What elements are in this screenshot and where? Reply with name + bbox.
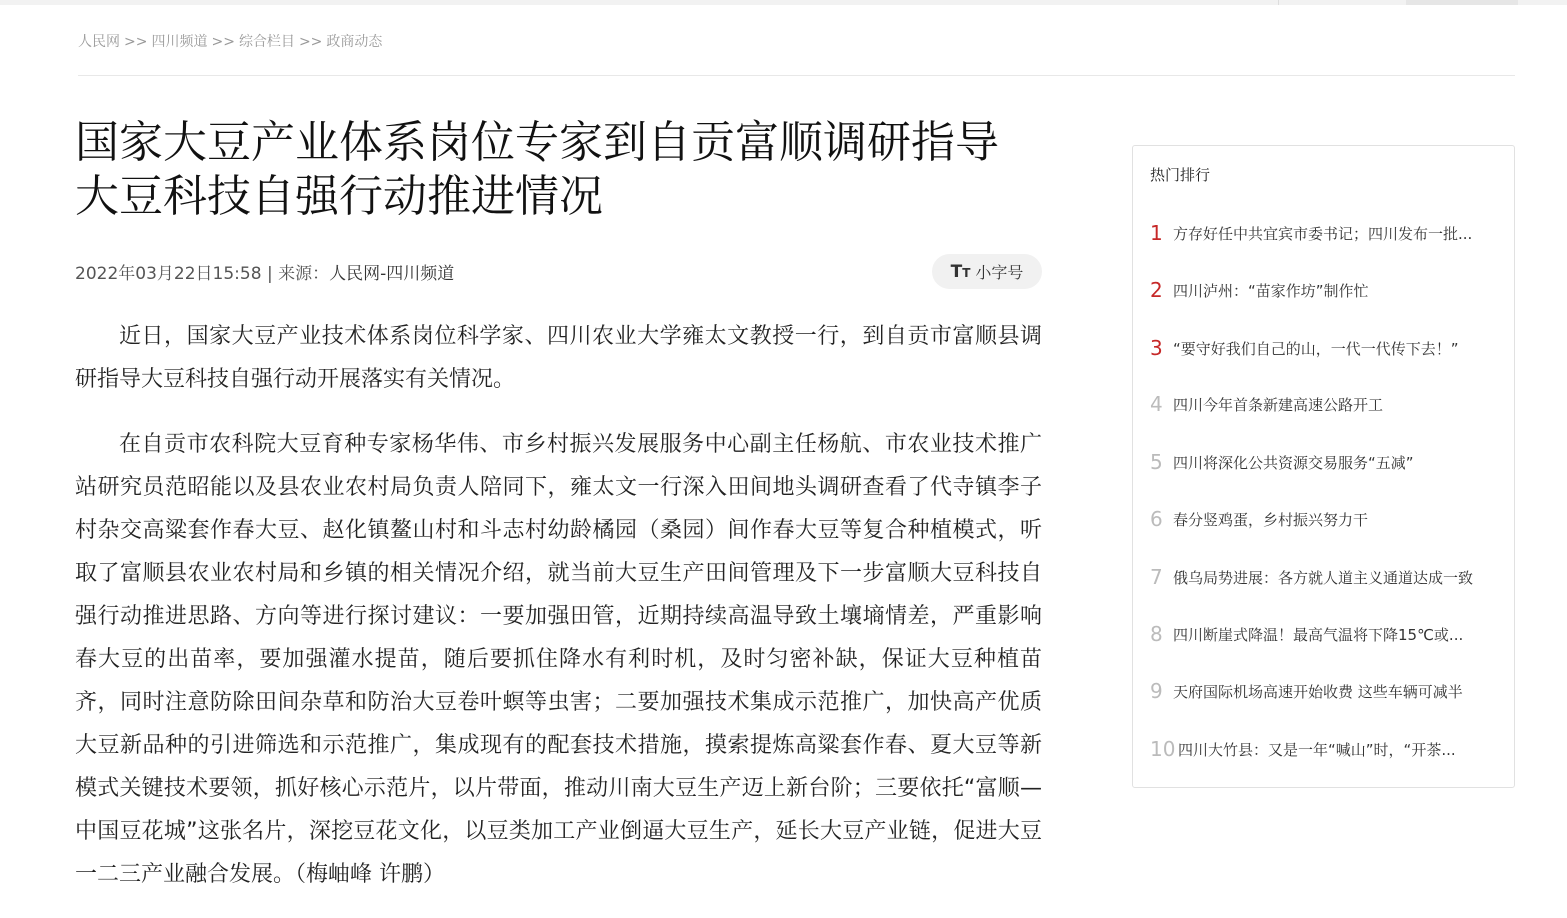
breadcrumb-item-home[interactable]: 人民网 bbox=[78, 34, 120, 50]
article-meta bbox=[75, 259, 454, 284]
hot-ranking-item[interactable] bbox=[1150, 218, 1500, 248]
hot-ranking-item[interactable] bbox=[1150, 676, 1500, 706]
rank-headline[interactable]: 春分竖鸡蛋，乡村振兴努力干 bbox=[1173, 510, 1369, 529]
article-paragraph: 近日，国家大豆产业技术体系岗位科学家、四川农业大学雍太文教授一行，到自贡市富顺县调研指导大豆科技自强行动开展落实有关情况。 bbox=[75, 324, 1042, 392]
hot-ranking-item[interactable] bbox=[1150, 504, 1500, 534]
text-size-icon: TT bbox=[950, 261, 971, 282]
article-body bbox=[75, 315, 1042, 918]
hot-ranking-item[interactable] bbox=[1150, 333, 1500, 363]
rank-number: 7 bbox=[1150, 565, 1163, 589]
rank-headline[interactable]: 四川大竹县：又是一年“喊山”时，“开茶... bbox=[1178, 740, 1456, 759]
header-divider bbox=[78, 75, 1515, 76]
hot-ranking-panel bbox=[1132, 145, 1515, 788]
top-bar-divider bbox=[1278, 0, 1279, 5]
rank-number: 9 bbox=[1150, 679, 1163, 703]
rank-headline[interactable]: 天府国际机场高速开始收费 这些车辆可减半 bbox=[1173, 682, 1463, 701]
hot-ranking-item[interactable] bbox=[1150, 389, 1500, 419]
hot-ranking-item[interactable] bbox=[1150, 275, 1500, 305]
breadcrumb-separator: >> bbox=[124, 34, 148, 50]
breadcrumb-item-section[interactable]: 政商动态 bbox=[326, 34, 383, 50]
rank-number: 8 bbox=[1150, 622, 1163, 646]
breadcrumb bbox=[78, 31, 382, 51]
rank-number: 10 bbox=[1150, 737, 1176, 761]
rank-headline[interactable]: “要守好我们自己的山，一代一代传下去！” bbox=[1173, 339, 1459, 358]
rank-headline[interactable]: 方存好任中共宜宾市委书记；四川发布一批... bbox=[1173, 224, 1473, 243]
breadcrumb-separator: >> bbox=[298, 34, 323, 50]
breadcrumb-item-column[interactable]: 综合栏目 bbox=[238, 34, 295, 50]
breadcrumb-separator: >> bbox=[211, 34, 235, 50]
breadcrumb-item-channel[interactable]: 四川频道 bbox=[151, 34, 208, 50]
rank-headline[interactable]: 四川泸州：“苗家作坊”制作忙 bbox=[1173, 281, 1369, 300]
top-bar-tab[interactable] bbox=[1406, 0, 1518, 5]
rank-number: 5 bbox=[1150, 450, 1163, 474]
hot-ranking-item[interactable] bbox=[1150, 734, 1500, 764]
rank-number: 4 bbox=[1150, 392, 1163, 416]
rank-number: 1 bbox=[1150, 221, 1163, 245]
article-paragraph: 在自贡市农科院大豆育种专家杨华伟、市乡村振兴发展服务中心副主任杨航、市农业技术推广站研究员范昭能以及县农业农村局负责人陪同下，雍太文一行深入田间地头调研查看了代寺镇李子村杂交高粱套作春大豆、赵化镇鳌山村和斗志村幼龄橘园（桑园）间作春大豆等复合种植模式，听取了富顺县农业农村局和乡镇的相关情况介绍，就当前大豆生产田间管理及下一步富顺大豆科技自强行动推进思路、方向等进行探讨建议：一要加强田管，近期持续高温导致土壤墒情差，严重影响春大豆的出苗率，要加强灌水提苗，随后要抓住降水有利时机，及时匀密补缺，保证大豆种植苗齐，同时注意防除田间杂草和防治大豆卷叶螟等虫害；二要加强技术集成示范推广，加快高产优质大豆新品种的引进筛选和示范推广，集成现有的配套技术措施，摸索提炼高粱套作春、夏大豆等新模式关键技术要领，抓好核心示范片，以片带面，推动川南大豆生产迈上新台阶；三要依托“富顺—中国豆花城”这张名片，深挖豆花文化，以豆类加工产业倒逼大豆生产，延长大豆产业链，促进大豆一二三产业融合发展。（梅岫峰 许鹏） bbox=[75, 432, 1042, 887]
article-source-prefix: | 来源： bbox=[266, 264, 330, 284]
article-source-link[interactable]: 人民网-四川频道 bbox=[329, 264, 455, 284]
rank-headline[interactable]: 俄乌局势进展：各方就人道主义通道达成一致 bbox=[1173, 568, 1474, 587]
article-title: 国家大豆产业体系岗位专家到自贡富顺调研指导大豆科技自强行动推进情况 bbox=[75, 117, 999, 222]
rank-number: 6 bbox=[1150, 507, 1163, 531]
rank-number: 2 bbox=[1150, 278, 1163, 302]
hot-ranking-item[interactable] bbox=[1150, 619, 1500, 649]
hot-ranking-item[interactable] bbox=[1150, 447, 1500, 477]
rank-headline[interactable]: 四川断崖式降温！最高气温将下降15℃或... bbox=[1173, 625, 1464, 644]
top-bar bbox=[0, 0, 1567, 5]
rank-headline[interactable]: 四川将深化公共资源交易服务“五减” bbox=[1173, 453, 1414, 472]
font-size-toggle-label: 小字号 bbox=[975, 263, 1024, 282]
font-size-toggle-button[interactable] bbox=[932, 254, 1042, 289]
article-datetime: 2022年03月22日15:58 bbox=[75, 264, 262, 284]
rank-headline[interactable]: 四川今年首条新建高速公路开工 bbox=[1173, 395, 1384, 414]
rank-number: 3 bbox=[1150, 336, 1163, 360]
hot-ranking-item[interactable] bbox=[1150, 562, 1500, 592]
hot-ranking-title: 热门排行 bbox=[1150, 166, 1211, 184]
